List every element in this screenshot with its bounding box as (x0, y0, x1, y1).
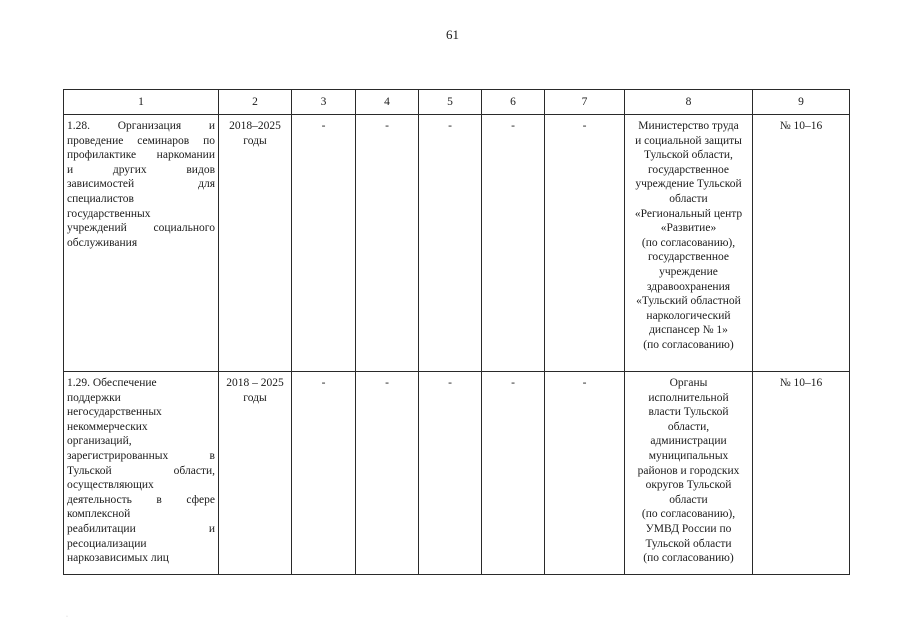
value-cell: - (419, 115, 482, 372)
text-line: власти Тульской (648, 406, 729, 419)
text-line: государственное (647, 251, 730, 264)
text-line: поддержки (67, 391, 121, 404)
text-line: области, (667, 420, 710, 433)
text-line: (по согласованию), (641, 508, 736, 521)
text-line: области (669, 493, 708, 506)
text-line: «Тульский областной (636, 295, 741, 308)
text-line: УМВД России по (645, 522, 732, 535)
activity-name-cell (64, 372, 219, 575)
text-line: округов Тульской (645, 479, 732, 492)
reference-cell: № 10–16 (753, 372, 850, 575)
period-cell (219, 115, 292, 372)
plan-table (63, 89, 850, 575)
page-number: 61 (446, 27, 459, 42)
text-line: учреждение Тульской (635, 178, 742, 191)
text-line: обслуживания (67, 236, 138, 249)
text-line: Органы (669, 377, 708, 389)
text-line: годы (243, 391, 267, 404)
value-cell: - (419, 372, 482, 575)
text-line: 2018–2025 (229, 120, 281, 132)
text-line: и социальной защиты (635, 134, 742, 147)
value-cell: - (482, 115, 545, 372)
text-line: (по согласованию) (643, 338, 734, 351)
text-line: зависимостей для (67, 178, 215, 191)
text-line: администрации (650, 435, 727, 448)
column-header: 1 (64, 90, 219, 115)
text-line: и других видов (67, 163, 215, 176)
text-line: государственных (67, 207, 151, 220)
text-line: (по согласованию) (643, 552, 734, 565)
text-line: районов и городских (637, 464, 740, 477)
text-line: (по согласованию), (641, 236, 736, 249)
column-header: 8 (625, 90, 753, 115)
text-line: реабилитации и (67, 522, 215, 535)
text-line: зарегистрированных в (67, 449, 215, 462)
text-line: здравоохранения (646, 280, 731, 293)
text-line: области (669, 192, 708, 205)
column-header: 9 (753, 90, 850, 115)
text-line: 1.29. Обеспечение (67, 377, 157, 389)
scan-speck: · (66, 614, 68, 620)
text-line: специалистов (67, 192, 134, 205)
text-line: наркозависимых лиц (67, 552, 169, 565)
text-line: наркологический (646, 309, 731, 322)
text-line: профилактике наркомании (67, 149, 215, 162)
text-line: учреждений социального (67, 222, 215, 235)
text-line: Тульской области, (644, 149, 733, 162)
text-line: муниципальных (648, 449, 729, 462)
column-header: 7 (545, 90, 625, 115)
value-cell: - (545, 372, 625, 575)
text-line: годы (243, 134, 267, 147)
reference-cell: № 10–16 (753, 115, 850, 372)
text-line: Тульской области, (67, 464, 215, 477)
text-line: ресоциализации (67, 537, 147, 550)
value-cell: - (292, 372, 356, 575)
text-line: 1.28. Организация и (67, 120, 215, 132)
value-cell: - (356, 372, 419, 575)
period-cell (219, 372, 292, 575)
value-cell: - (482, 372, 545, 575)
text-line: 2018 – 2025 (226, 377, 284, 389)
text-line: некоммерческих (67, 420, 148, 433)
text-line: государственное (647, 163, 730, 176)
text-line: организаций, (67, 435, 132, 448)
column-header: 2 (219, 90, 292, 115)
value-cell: - (356, 115, 419, 372)
text-line: «Региональный центр (634, 207, 743, 220)
text-line: диспансер № 1» (649, 324, 728, 337)
column-header: 4 (356, 90, 419, 115)
table-header-row (64, 90, 850, 115)
column-header: 3 (292, 90, 356, 115)
text-line: исполнительной (648, 391, 729, 404)
table-row (64, 115, 850, 372)
value-cell: - (545, 115, 625, 372)
value-cell: - (292, 115, 356, 372)
text-line: «Развитие» (660, 222, 717, 235)
text-line: учреждение (659, 265, 718, 278)
text-line: негосударственных (67, 406, 162, 419)
column-header: 5 (419, 90, 482, 115)
activity-name-cell (64, 115, 219, 372)
executor-cell (625, 115, 753, 372)
text-line: Тульской области (645, 537, 732, 550)
text-line: Министерство труда (638, 120, 739, 132)
column-header: 6 (482, 90, 545, 115)
table-row (64, 372, 850, 575)
text-line: проведение семинаров по (67, 134, 215, 147)
text-line: осуществляющих (67, 479, 154, 492)
text-line: комплексной (67, 508, 131, 521)
text-line: деятельность в сфере (67, 493, 215, 506)
executor-cell (625, 372, 753, 575)
